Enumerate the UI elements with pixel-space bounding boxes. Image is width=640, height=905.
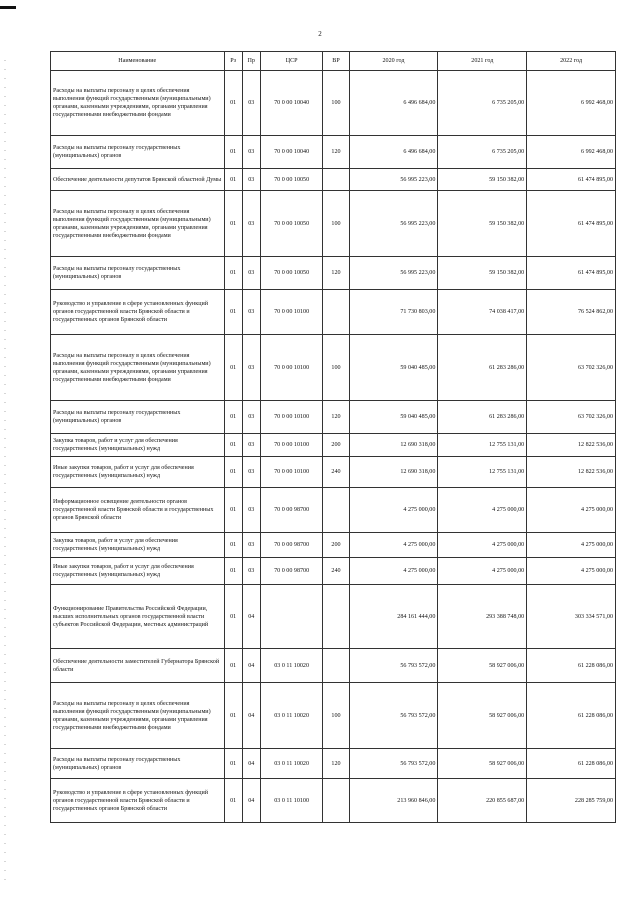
cell-pr: 03: [242, 136, 260, 169]
cell-rz: 01: [224, 488, 242, 533]
cell-y2021: 4 275 000,00: [438, 488, 527, 533]
corner-mark: [0, 6, 16, 9]
cell-rz: 01: [224, 257, 242, 290]
cell-csr: 70 0 00 10100: [260, 434, 323, 457]
cell-rz: 01: [224, 434, 242, 457]
cell-y2021: 58 927 006,00: [438, 649, 527, 683]
cell-vr: 200: [323, 533, 349, 558]
cell-name: Расходы на выплаты персоналу государственных (муниципальных) органов: [51, 401, 225, 434]
cell-y2020: 56 995 223,00: [349, 169, 438, 191]
cell-csr: 03 0 11 10020: [260, 649, 323, 683]
cell-name: Иные закупки товаров, работ и услуг для обеспечения государственных (муниципальных) нужд: [51, 457, 225, 488]
cell-y2022: 6 992 468,00: [527, 136, 616, 169]
cell-y2021: 59 150 382,00: [438, 169, 527, 191]
table-row: [51, 488, 616, 533]
cell-vr: 120: [323, 401, 349, 434]
header-name: Наименование: [51, 52, 225, 71]
cell-rz: 01: [224, 136, 242, 169]
cell-rz: 01: [224, 649, 242, 683]
header-2022: 2022 год: [527, 52, 616, 71]
cell-pr: 04: [242, 585, 260, 649]
cell-rz: 01: [224, 71, 242, 136]
cell-csr: 70 0 00 10100: [260, 290, 323, 335]
cell-y2021: 6 735 205,00: [438, 71, 527, 136]
cell-pr: 03: [242, 558, 260, 585]
cell-y2020: 6 496 684,00: [349, 136, 438, 169]
cell-y2021: 59 150 382,00: [438, 257, 527, 290]
cell-y2020: 213 960 846,00: [349, 779, 438, 823]
cell-name: Расходы на выплаты персоналу государственных (муниципальных) органов: [51, 257, 225, 290]
cell-vr: 120: [323, 136, 349, 169]
cell-y2022: 303 334 571,00: [527, 585, 616, 649]
cell-csr: 70 0 00 98700: [260, 533, 323, 558]
cell-rz: 01: [224, 290, 242, 335]
cell-pr: 03: [242, 401, 260, 434]
table-row: [51, 683, 616, 749]
cell-y2020: 56 793 572,00: [349, 649, 438, 683]
table-row: [51, 71, 616, 136]
cell-y2022: 61 474 895,00: [527, 169, 616, 191]
cell-y2021: 58 927 006,00: [438, 683, 527, 749]
cell-pr: 04: [242, 649, 260, 683]
cell-rz: 01: [224, 457, 242, 488]
header-rz: Рз: [224, 52, 242, 71]
cell-rz: 01: [224, 191, 242, 257]
table-row: [51, 558, 616, 585]
cell-y2021: 61 283 286,00: [438, 401, 527, 434]
cell-vr: 100: [323, 191, 349, 257]
cell-name: Закупка товаров, работ и услуг для обеспечения государственных (муниципальных) нужд: [51, 533, 225, 558]
cell-csr: 70 0 00 10100: [260, 335, 323, 401]
cell-y2022: 61 228 086,00: [527, 683, 616, 749]
cell-name: Закупка товаров, работ и услуг для обеспечения государственных (муниципальных) нужд: [51, 434, 225, 457]
table-row: [51, 585, 616, 649]
cell-y2020: 12 690 318,00: [349, 457, 438, 488]
cell-vr: 100: [323, 71, 349, 136]
cell-name: Расходы на выплаты персоналу в целях обеспечения выполнения функций государственными (муниципальными) органами, казенными учреждениями, органами управления государственными внебюджетными фондами: [51, 191, 225, 257]
cell-name: Расходы на выплаты персоналу в целях обеспечения выполнения функций государственными (муниципальными) органами, казенными учреждениями, органами управления государственными внебюджетными фондами: [51, 335, 225, 401]
cell-y2022: 63 702 326,00: [527, 335, 616, 401]
table-row: [51, 649, 616, 683]
cell-y2020: 284 161 444,00: [349, 585, 438, 649]
cell-name: Информационное освещение деятельности органов государственной власти Брянской области и государственных органов Брянской области: [51, 488, 225, 533]
cell-csr: 70 0 00 10050: [260, 191, 323, 257]
cell-y2022: 61 228 086,00: [527, 749, 616, 779]
cell-rz: 01: [224, 533, 242, 558]
cell-vr: 120: [323, 257, 349, 290]
cell-vr: 240: [323, 558, 349, 585]
header-2020: 2020 год: [349, 52, 438, 71]
cell-y2021: 293 388 748,00: [438, 585, 527, 649]
cell-y2022: 61 474 895,00: [527, 257, 616, 290]
cell-y2022: 63 702 326,00: [527, 401, 616, 434]
table-row: [51, 434, 616, 457]
cell-rz: 01: [224, 401, 242, 434]
cell-y2022: 6 992 468,00: [527, 71, 616, 136]
table-row: [51, 779, 616, 823]
cell-rz: 01: [224, 779, 242, 823]
cell-csr: [260, 585, 323, 649]
table-row: [51, 457, 616, 488]
cell-y2020: 71 730 803,00: [349, 290, 438, 335]
cell-vr: 100: [323, 683, 349, 749]
cell-pr: 03: [242, 257, 260, 290]
cell-y2021: 74 038 417,00: [438, 290, 527, 335]
cell-vr: [323, 649, 349, 683]
cell-y2022: 4 275 000,00: [527, 558, 616, 585]
cell-pr: 04: [242, 779, 260, 823]
cell-rz: 01: [224, 585, 242, 649]
cell-y2020: 4 275 000,00: [349, 558, 438, 585]
cell-y2020: 6 496 684,00: [349, 71, 438, 136]
cell-csr: 03 0 11 10020: [260, 683, 323, 749]
cell-csr: 70 0 00 10040: [260, 71, 323, 136]
header-2021: 2021 год: [438, 52, 527, 71]
cell-pr: 04: [242, 749, 260, 779]
cell-y2022: 4 275 000,00: [527, 533, 616, 558]
cell-name: Обеспечение деятельности заместителей Губернатора Брянской области: [51, 649, 225, 683]
table-row: [51, 335, 616, 401]
cell-y2020: 56 793 572,00: [349, 683, 438, 749]
cell-name: Расходы на выплаты персоналу в целях обеспечения выполнения функций государственными (муниципальными) органами, казенными учреждениями, органами управления государственными внебюджетными фондами: [51, 71, 225, 136]
cell-pr: 03: [242, 533, 260, 558]
cell-name: Расходы на выплаты персоналу в целях обеспечения выполнения функций государственными (муниципальными) органами, казенными учреждениями, органами управления государственными внебюджетными фондами: [51, 683, 225, 749]
cell-y2022: 12 822 536,00: [527, 434, 616, 457]
cell-y2022: 12 822 536,00: [527, 457, 616, 488]
cell-rz: 01: [224, 169, 242, 191]
table-row: [51, 169, 616, 191]
cell-y2021: 6 735 205,00: [438, 136, 527, 169]
cell-pr: 03: [242, 434, 260, 457]
cell-name: Расходы на выплаты персоналу государственных (муниципальных) органов: [51, 136, 225, 169]
header-csr: ЦСР: [260, 52, 323, 71]
cell-y2021: 12 755 131,00: [438, 434, 527, 457]
cell-y2021: 4 275 000,00: [438, 533, 527, 558]
cell-pr: 03: [242, 71, 260, 136]
cell-y2022: 61 474 895,00: [527, 191, 616, 257]
cell-y2020: 59 040 485,00: [349, 401, 438, 434]
cell-pr: 03: [242, 457, 260, 488]
budget-table: [50, 51, 616, 823]
cell-rz: 01: [224, 683, 242, 749]
cell-y2022: 4 275 000,00: [527, 488, 616, 533]
cell-pr: 03: [242, 290, 260, 335]
cell-vr: [323, 585, 349, 649]
cell-y2022: 61 228 086,00: [527, 649, 616, 683]
cell-csr: 70 0 00 10050: [260, 257, 323, 290]
cell-name: Обеспечение деятельности депутатов Брянской областной Думы: [51, 169, 225, 191]
cell-csr: 70 0 00 10040: [260, 136, 323, 169]
cell-vr: 100: [323, 335, 349, 401]
cell-y2021: 59 150 382,00: [438, 191, 527, 257]
cell-y2022: 76 524 862,00: [527, 290, 616, 335]
table-header-row: [51, 52, 616, 71]
margin-dots: [4, 60, 6, 880]
cell-y2020: 12 690 318,00: [349, 434, 438, 457]
cell-csr: 03 0 11 10020: [260, 749, 323, 779]
table-row: [51, 257, 616, 290]
table-row: [51, 749, 616, 779]
cell-y2021: 220 855 687,00: [438, 779, 527, 823]
cell-y2021: 4 275 000,00: [438, 558, 527, 585]
cell-pr: 04: [242, 683, 260, 749]
cell-y2021: 12 755 131,00: [438, 457, 527, 488]
cell-y2020: 56 995 223,00: [349, 191, 438, 257]
cell-y2020: 4 275 000,00: [349, 488, 438, 533]
cell-y2022: 228 285 759,00: [527, 779, 616, 823]
cell-vr: [323, 290, 349, 335]
cell-name: Руководство и управление в сфере установленных функций органов государственной власти Брянской области и государственных органов Брянской области: [51, 779, 225, 823]
cell-y2020: 59 040 485,00: [349, 335, 438, 401]
cell-csr: 70 0 00 10100: [260, 401, 323, 434]
header-pr: Пр: [242, 52, 260, 71]
cell-y2020: 56 995 223,00: [349, 257, 438, 290]
cell-y2021: 58 927 006,00: [438, 749, 527, 779]
cell-y2021: 61 283 286,00: [438, 335, 527, 401]
table-row: [51, 401, 616, 434]
table-row: [51, 136, 616, 169]
page-number: 2: [318, 30, 322, 38]
cell-y2020: 56 793 572,00: [349, 749, 438, 779]
header-vr: ВР: [323, 52, 349, 71]
cell-rz: 01: [224, 749, 242, 779]
cell-name: Расходы на выплаты персоналу государственных (муниципальных) органов: [51, 749, 225, 779]
cell-vr: 240: [323, 457, 349, 488]
cell-csr: 70 0 00 98700: [260, 558, 323, 585]
cell-pr: 03: [242, 335, 260, 401]
cell-rz: 01: [224, 335, 242, 401]
cell-pr: 03: [242, 191, 260, 257]
cell-csr: 03 0 11 10100: [260, 779, 323, 823]
cell-name: Руководство и управление в сфере установленных функций органов государственной власти Брянской области и государственных органов Брянской области: [51, 290, 225, 335]
cell-pr: 03: [242, 169, 260, 191]
cell-vr: [323, 488, 349, 533]
cell-csr: 70 0 00 98700: [260, 488, 323, 533]
cell-y2020: 4 275 000,00: [349, 533, 438, 558]
table-row: [51, 290, 616, 335]
cell-name: Иные закупки товаров, работ и услуг для обеспечения государственных (муниципальных) нужд: [51, 558, 225, 585]
table-row: [51, 191, 616, 257]
table-row: [51, 533, 616, 558]
cell-vr: 200: [323, 434, 349, 457]
cell-name: Функционирование Правительства Российской Федерации, высших исполнительных органов государственной власти субъектов Российской Федерации, местных администраций: [51, 585, 225, 649]
cell-rz: 01: [224, 558, 242, 585]
cell-pr: 03: [242, 488, 260, 533]
cell-vr: 120: [323, 749, 349, 779]
cell-csr: 70 0 00 10050: [260, 169, 323, 191]
cell-csr: 70 0 00 10100: [260, 457, 323, 488]
cell-vr: [323, 169, 349, 191]
cell-vr: [323, 779, 349, 823]
